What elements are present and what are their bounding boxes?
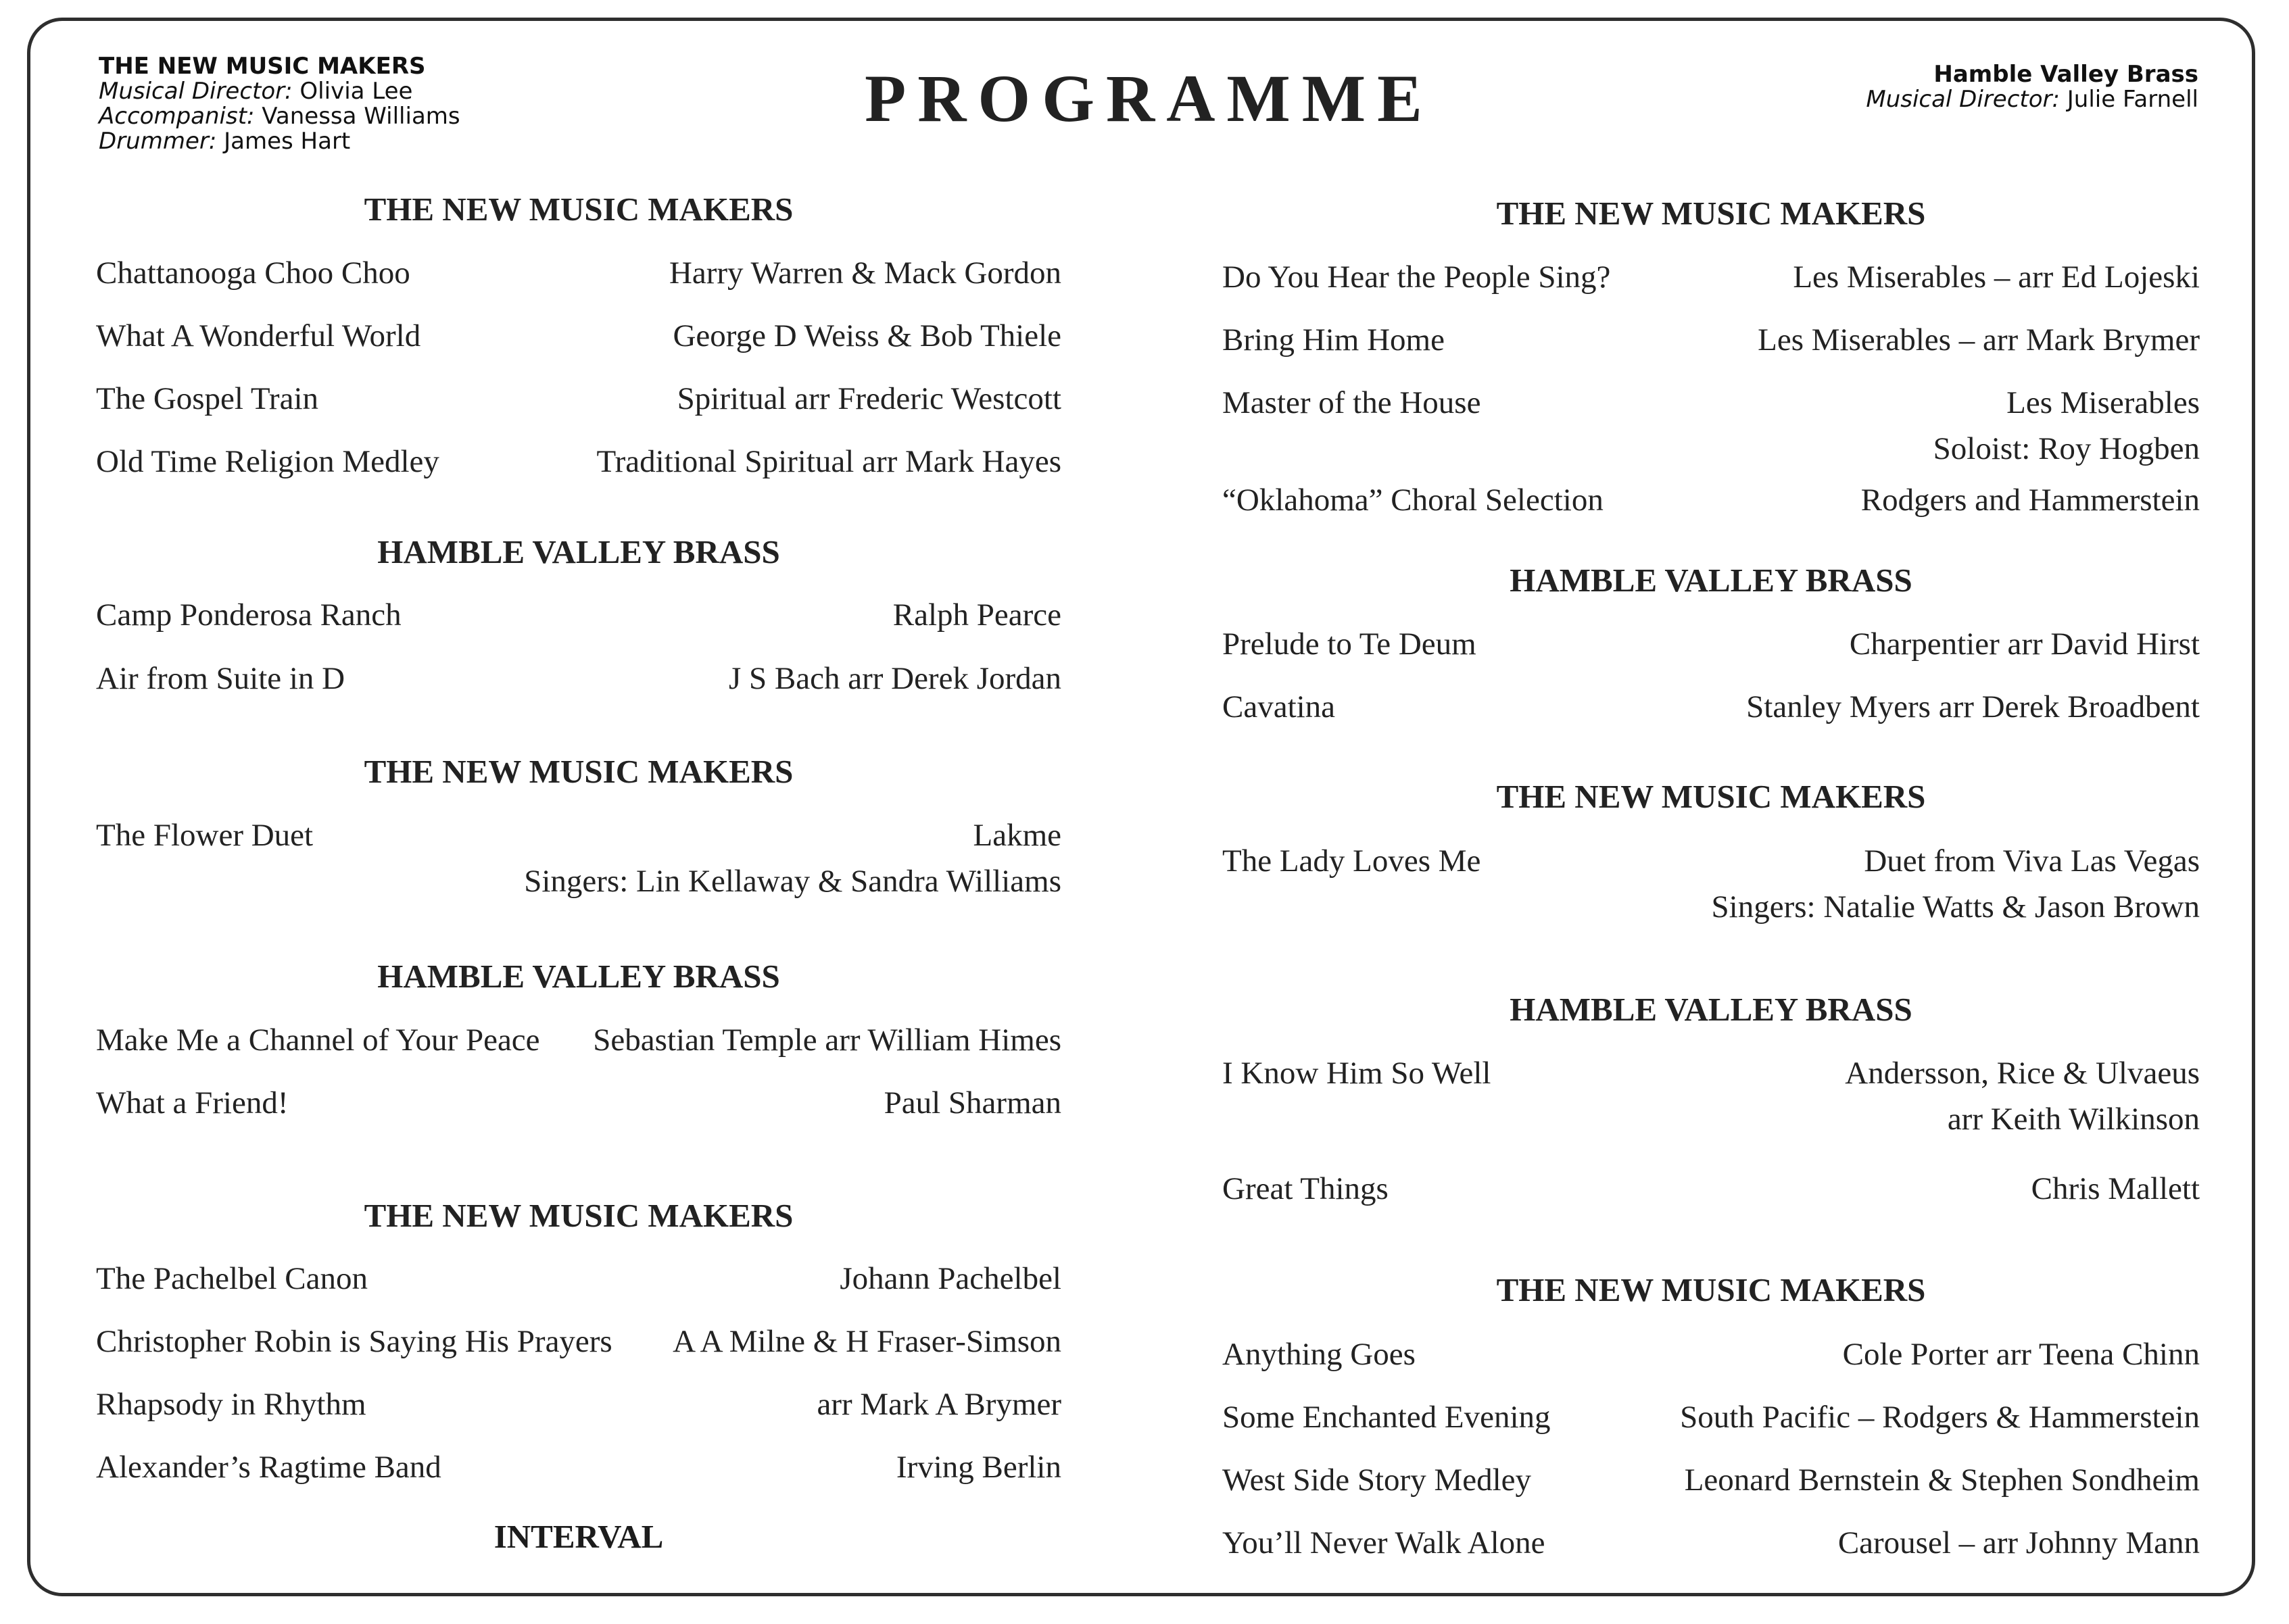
section-heading: THE NEW MUSIC MAKERS xyxy=(1496,195,1926,232)
item-title: I Know Him So Well xyxy=(1222,1056,1491,1091)
item-title: You’ll Never Walk Alone xyxy=(1222,1525,1545,1560)
header-left-drummer: Drummer: James Hart xyxy=(99,128,351,155)
header-left-group-name: THE NEW MUSIC MAKERS xyxy=(99,53,426,80)
item-credit: Sebastian Temple arr William Himes xyxy=(593,1023,1061,1058)
header-right-credits xyxy=(1866,62,2198,112)
item-title: Anything Goes xyxy=(1222,1337,1416,1372)
item-title: Christopher Robin is Saying His Prayers xyxy=(96,1324,612,1359)
item-credit: Harry Warren & Mack Gordon xyxy=(669,255,1061,291)
item-credit: A A Milne & H Fraser-Simson xyxy=(673,1324,1061,1359)
section-heading: THE NEW MUSIC MAKERS xyxy=(1496,778,1926,815)
item-credit: Stanley Myers arr Derek Broadbent xyxy=(1746,689,2200,724)
section-heading: THE NEW MUSIC MAKERS xyxy=(1496,1271,1926,1308)
item-credit: arr Mark A Brymer xyxy=(817,1387,1061,1422)
item-credit: Les Miserables – arr Ed Lojeski xyxy=(1793,260,2200,295)
header-right-musical-director: Musical Director: Julie Farnell xyxy=(1866,86,2198,113)
item-credit: Cole Porter arr Teena Chinn xyxy=(1842,1337,2200,1372)
item-credit: J S Bach arr Derek Jordan xyxy=(728,661,1061,696)
header-right-group-name: Hamble Valley Brass xyxy=(1933,61,2198,88)
item-credit: Irving Berlin xyxy=(896,1450,1061,1485)
item-credit: Duet from Viva Las Vegas Singers: Natalie Watts & Jason Brown xyxy=(1712,838,2200,930)
page-title: PROGRAMME xyxy=(865,61,1434,136)
item-title: Do You Hear the People Sing? xyxy=(1222,260,1611,295)
item-credit: Traditional Spiritual arr Mark Hayes xyxy=(596,444,1061,479)
section-heading: THE NEW MUSIC MAKERS xyxy=(364,191,794,228)
item-credit: Rodgers and Hammerstein xyxy=(1860,483,2200,518)
header-left-accompanist: Accompanist: Vanessa Williams xyxy=(99,103,460,130)
item-credit: Johann Pachelbel xyxy=(840,1261,1061,1296)
item-credit: Les Miserables – arr Mark Brymer xyxy=(1758,322,2200,358)
item-title: Master of the House xyxy=(1222,385,1481,420)
item-credit: Leonard Bernstein & Stephen Sondheim xyxy=(1684,1462,2200,1498)
item-title: Chattanooga Choo Choo xyxy=(96,255,410,291)
item-credit: George D Weiss & Bob Thiele xyxy=(673,318,1061,353)
item-title: Bring Him Home xyxy=(1222,322,1445,358)
item-title: Cavatina xyxy=(1222,689,1336,724)
item-note: Soloist: Roy Hogben xyxy=(1933,431,2200,466)
item-title: Old Time Religion Medley xyxy=(96,444,439,479)
item-credit: Carousel – arr Johnny Mann xyxy=(1837,1525,2200,1560)
item-title: What a Friend! xyxy=(96,1085,289,1121)
item-note: Singers: Lin Kellaway & Sandra Williams xyxy=(524,864,1061,899)
item-credit: Spiritual arr Frederic Westcott xyxy=(677,381,1061,416)
item-credit: Les Miserables Soloist: Roy Hogben xyxy=(1933,380,2200,472)
item-note: Singers: Natalie Watts & Jason Brown xyxy=(1711,889,2200,925)
header-left-musical-director: Musical Director: Olivia Lee xyxy=(99,78,413,105)
item-note: arr Keith Wilkinson xyxy=(1947,1102,2200,1137)
item-credit: Chris Mallett xyxy=(2031,1171,2200,1206)
interval-label: INTERVAL xyxy=(493,1518,664,1555)
section-heading: HAMBLE VALLEY BRASS xyxy=(377,533,780,570)
item-title: Prelude to Te Deum xyxy=(1222,626,1476,662)
item-title: What A Wonderful World xyxy=(96,318,421,353)
item-credit: Paul Sharman xyxy=(884,1085,1061,1121)
item-title: Camp Ponderosa Ranch xyxy=(96,597,402,633)
item-credit: Charpentier arr David Hirst xyxy=(1849,626,2200,662)
item-title: The Flower Duet xyxy=(96,818,314,853)
item-credit: Lakme Singers: Lin Kellaway & Sandra Williams xyxy=(524,812,1061,904)
item-title: Rhapsody in Rhythm xyxy=(96,1387,366,1422)
item-credit: South Pacific – Rodgers & Hammerstein xyxy=(1680,1400,2200,1435)
header-left-credits xyxy=(99,54,460,154)
item-title: Some Enchanted Evening xyxy=(1222,1400,1551,1435)
section-heading: THE NEW MUSIC MAKERS xyxy=(364,1197,794,1234)
item-title: West Side Story Medley xyxy=(1222,1462,1532,1498)
item-title: Make Me a Channel of Your Peace xyxy=(96,1023,540,1058)
section-heading: HAMBLE VALLEY BRASS xyxy=(377,958,780,995)
item-title: Alexander’s Ragtime Band xyxy=(96,1450,441,1485)
item-title: The Pachelbel Canon xyxy=(96,1261,368,1296)
item-title: Great Things xyxy=(1222,1171,1389,1206)
item-title: The Gospel Train xyxy=(96,381,318,416)
item-title: Air from Suite in D xyxy=(96,661,345,696)
item-title: The Lady Loves Me xyxy=(1222,843,1481,879)
item-credit: Andersson, Rice & Ulvaeus arr Keith Wilkinson xyxy=(1845,1050,2200,1142)
section-heading: HAMBLE VALLEY BRASS xyxy=(1510,562,1912,599)
section-heading: THE NEW MUSIC MAKERS xyxy=(364,753,794,790)
item-title: “Oklahoma” Choral Selection xyxy=(1222,483,1604,518)
item-credit: Ralph Pearce xyxy=(892,597,1061,633)
section-heading: HAMBLE VALLEY BRASS xyxy=(1510,991,1912,1028)
